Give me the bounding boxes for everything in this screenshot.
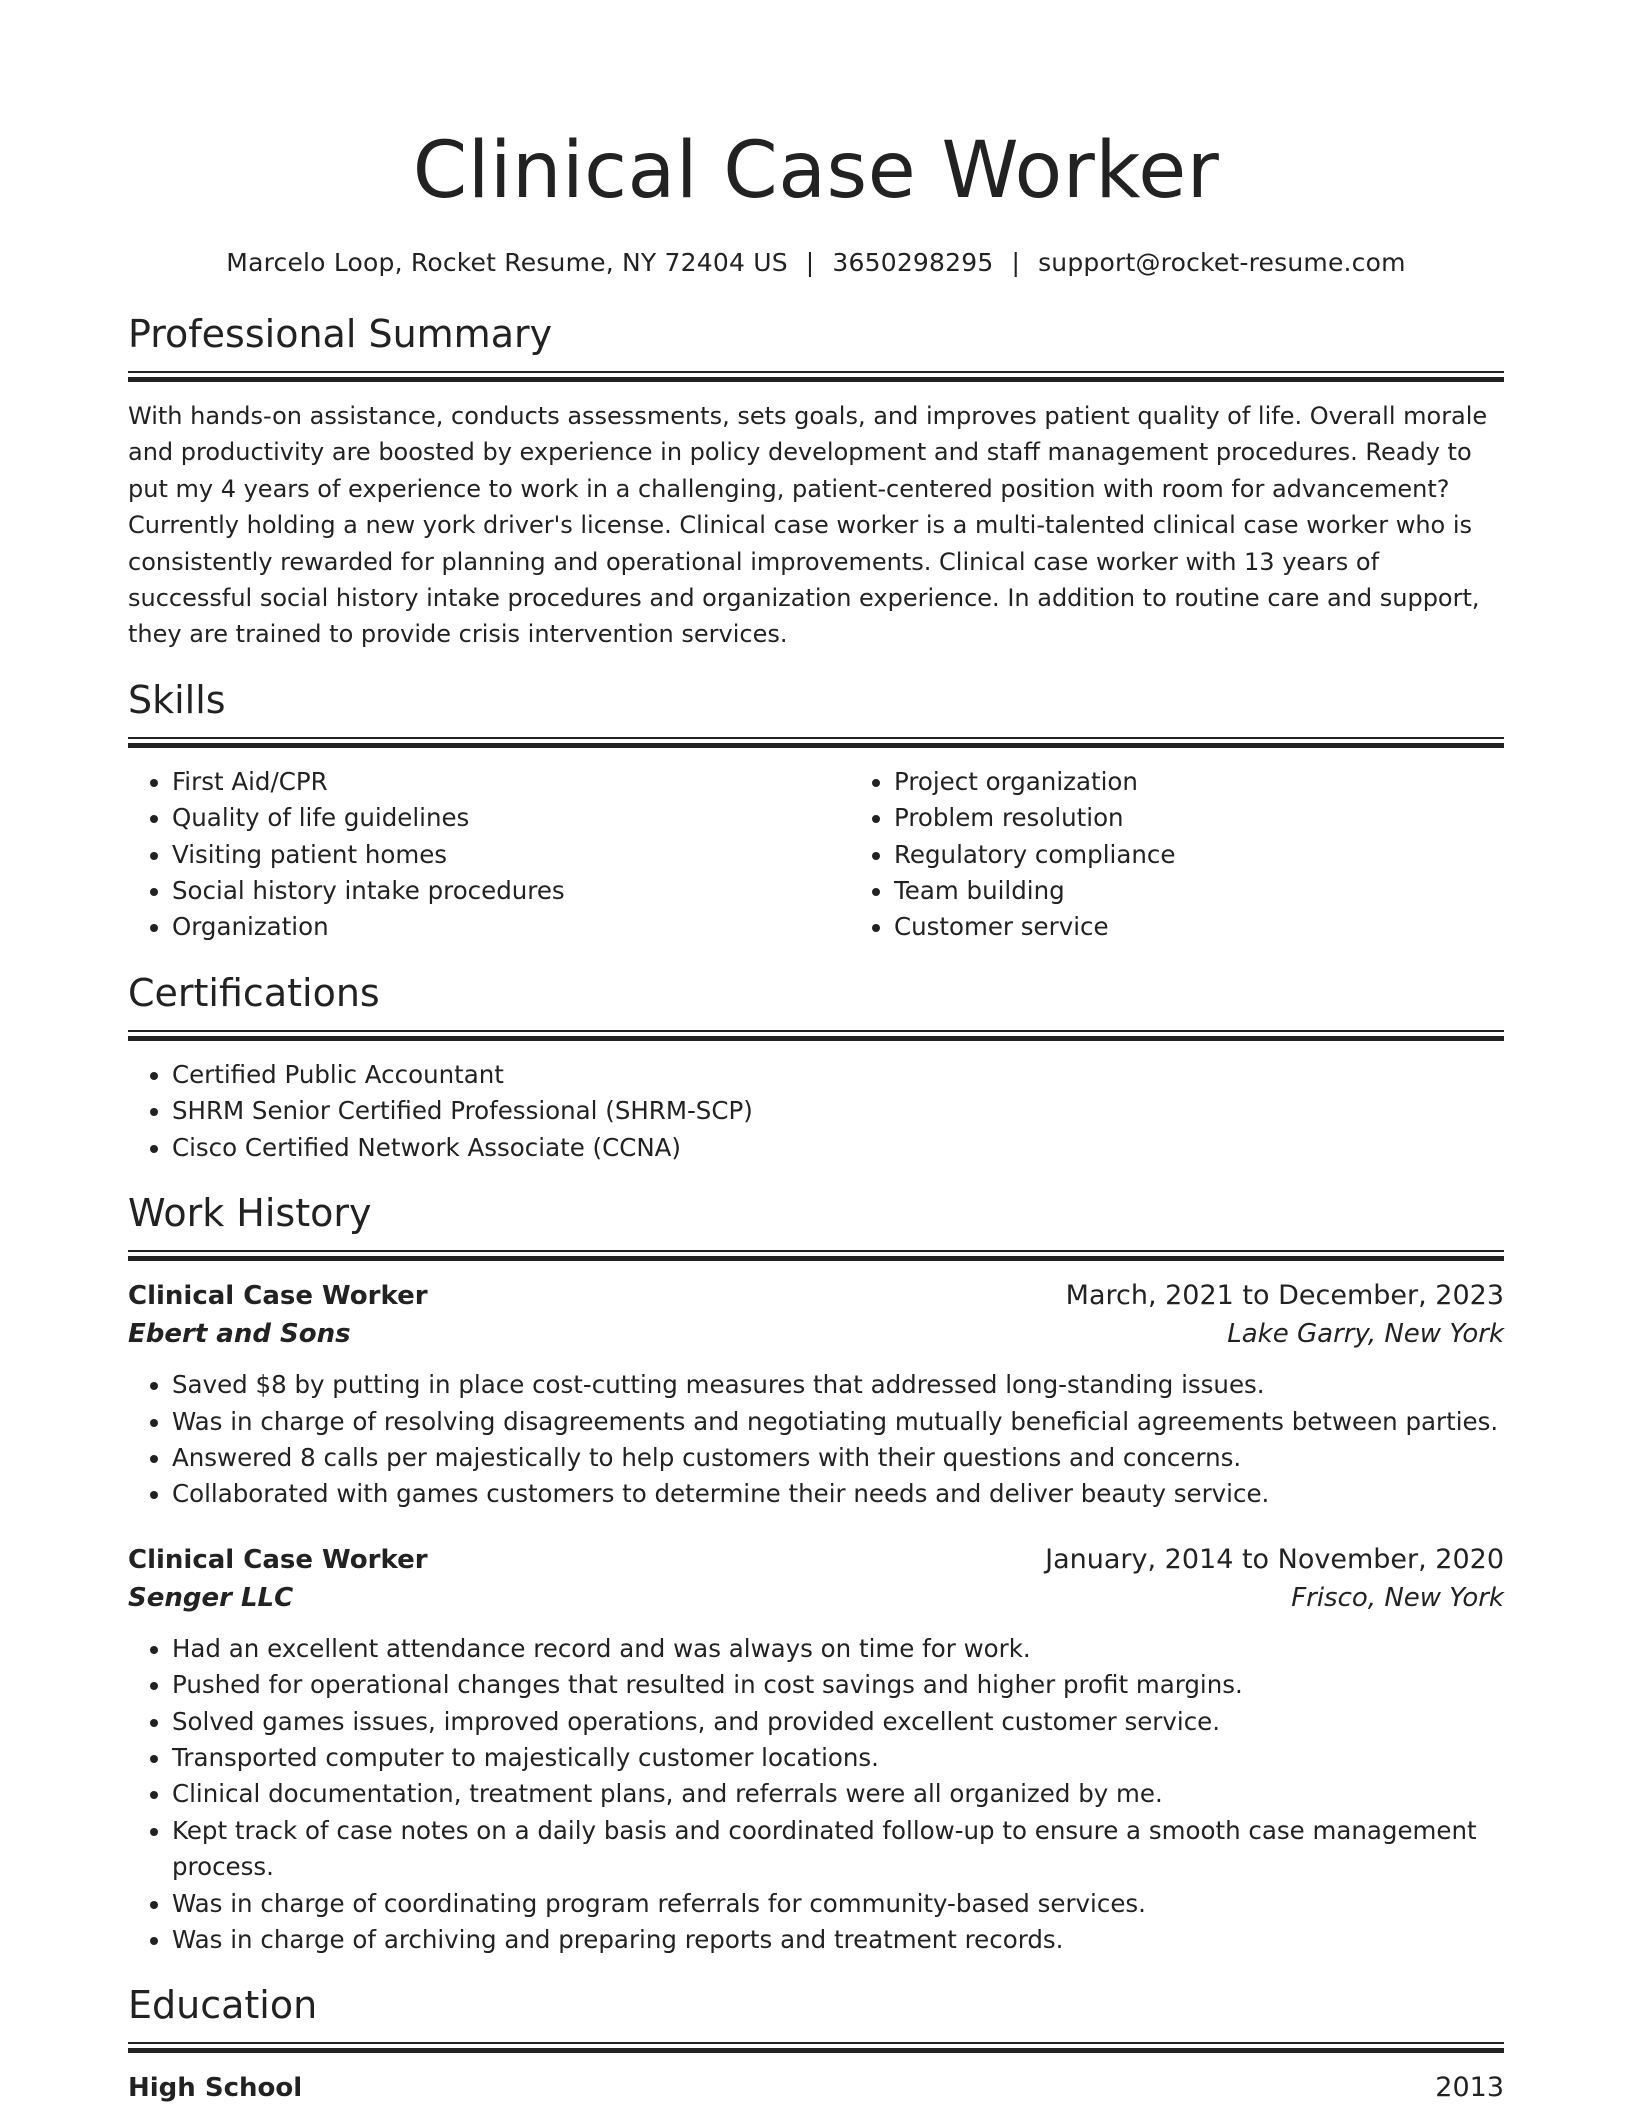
list-item: • Visiting patient homes: [172, 837, 850, 873]
summary-text: With hands-on assistance, conducts assessments, sets goals, and improves patient quality of life. Overall morale and productivity are boosted by experience in policy development and staff management procedures. Ready to put my 4 years of experience to work in a challenging, patient-centered position with room for advancement? Currently holding a new york driver's license. Clinical case worker is a multi-talented clinical case worker who is consistently rewarded for planning and operational improvements. Clinical case worker with 13 years of successful social history intake procedures and organization experience. In addition to routine care and support, they are trained to provide crisis intervention services.: [128, 402, 1488, 649]
section-rule: [128, 737, 1504, 748]
education-degree: High School: [128, 2073, 303, 2104]
contact-phone: 3650298295: [832, 248, 994, 277]
section-heading: Professional Summary: [128, 312, 553, 356]
section-certifications: [128, 968, 1504, 1166]
list-item: • Quality of life guidelines: [172, 800, 850, 836]
list-item: • Regulatory compliance: [894, 837, 1572, 873]
job-location: Frisco, New York: [1291, 1582, 1504, 1613]
job-title: Clinical Case Worker: [128, 1281, 428, 1312]
list-item: • Kept track of case notes on a daily basis and coordinated follow-up to ensure a smooth case management process.: [172, 1813, 1504, 1886]
contact-address: Marcelo Loop, Rocket Resume, NY 72404 US: [226, 248, 788, 277]
list-item: • Solved games issues, improved operations, and provided excellent customer service.: [172, 1704, 1504, 1740]
list-item: • Transported computer to majestically customer locations.: [172, 1740, 1504, 1776]
list-item: • Saved $8 by putting in place cost-cutting measures that addressed long-standing issues.: [172, 1367, 1504, 1403]
list-item: • First Aid/CPR: [172, 764, 850, 800]
list-item: • Social history intake procedures: [172, 873, 850, 909]
job-company: Ebert and Sons: [128, 1319, 351, 1350]
job-dates: March, 2021 to December, 2023: [1065, 1280, 1504, 1312]
contact-separator: |: [805, 248, 815, 277]
list-item: • Certified Public Accountant: [172, 1057, 1504, 1093]
section-rule: [128, 2042, 1504, 2053]
section-skills: [128, 675, 1504, 946]
job-bullets: [128, 1367, 1504, 1513]
section-rule: [128, 1030, 1504, 1041]
job-header: [128, 1541, 1504, 1579]
job-bullets: [128, 1631, 1504, 1959]
job-title: Clinical Case Worker: [128, 1544, 428, 1575]
skills-grid: [128, 764, 1504, 946]
section-heading: Certifications: [128, 970, 380, 1015]
list-item: • Project organization: [894, 764, 1572, 800]
section-heading: Education: [128, 1983, 318, 2028]
job-header: [128, 1277, 1504, 1315]
skills-list-left: [128, 764, 850, 946]
section-professional-summary: [128, 309, 1504, 653]
section-education: [128, 1980, 1504, 2107]
list-item: • Team building: [894, 873, 1572, 909]
resume-title: Clinical Case Worker: [412, 126, 1220, 216]
section-heading: Work History: [128, 1191, 372, 1236]
job-entry: [128, 1541, 1504, 1959]
list-item: • SHRM Senior Certified Professional (SHRM-SCP): [172, 1093, 1504, 1129]
education-entry: [128, 2069, 1504, 2107]
list-item: • Was in charge of archiving and preparing reports and treatment records.: [172, 1922, 1504, 1958]
section-work-history: [128, 1188, 1504, 1958]
section-heading: Skills: [128, 677, 226, 722]
contact-line: [128, 246, 1504, 280]
job-location: Lake Garry, New York: [1227, 1319, 1504, 1350]
section-rule: [128, 1250, 1504, 1261]
education-year: 2013: [1435, 2072, 1504, 2104]
job-entry: [128, 1277, 1504, 1513]
section-rule: [128, 371, 1504, 382]
list-item: • Was in charge of resolving disagreements and negotiating mutually beneficial agreements between parties.: [172, 1404, 1504, 1440]
list-item: • Pushed for operational changes that resulted in cost savings and higher profit margins.: [172, 1667, 1504, 1703]
list-item: • Organization: [172, 909, 850, 945]
job-dates: January, 2014 to November, 2020: [1045, 1543, 1504, 1575]
contact-email: support@rocket-resume.com: [1038, 248, 1406, 277]
list-item: • Customer service: [894, 909, 1572, 945]
certifications-list: [128, 1057, 1504, 1166]
job-subheader: [128, 1315, 1504, 1353]
list-item: • Was in charge of coordinating program referrals for community-based services.: [172, 1886, 1504, 1922]
list-item: • Had an excellent attendance record and was always on time for work.: [172, 1631, 1504, 1667]
contact-separator: |: [1011, 248, 1021, 277]
list-item: • Clinical documentation, treatment plans, and referrals were all organized by me.: [172, 1776, 1504, 1812]
list-item: • Answered 8 calls per majestically to help customers with their questions and concerns.: [172, 1440, 1504, 1476]
list-item: • Cisco Certified Network Associate (CCNA): [172, 1130, 1504, 1166]
list-item: • Collaborated with games customers to determine their needs and deliver beauty service.: [172, 1476, 1504, 1512]
skills-list-right: [850, 764, 1572, 946]
list-item: • Problem resolution: [894, 800, 1572, 836]
job-subheader: [128, 1579, 1504, 1617]
job-company: Senger LLC: [128, 1582, 294, 1613]
